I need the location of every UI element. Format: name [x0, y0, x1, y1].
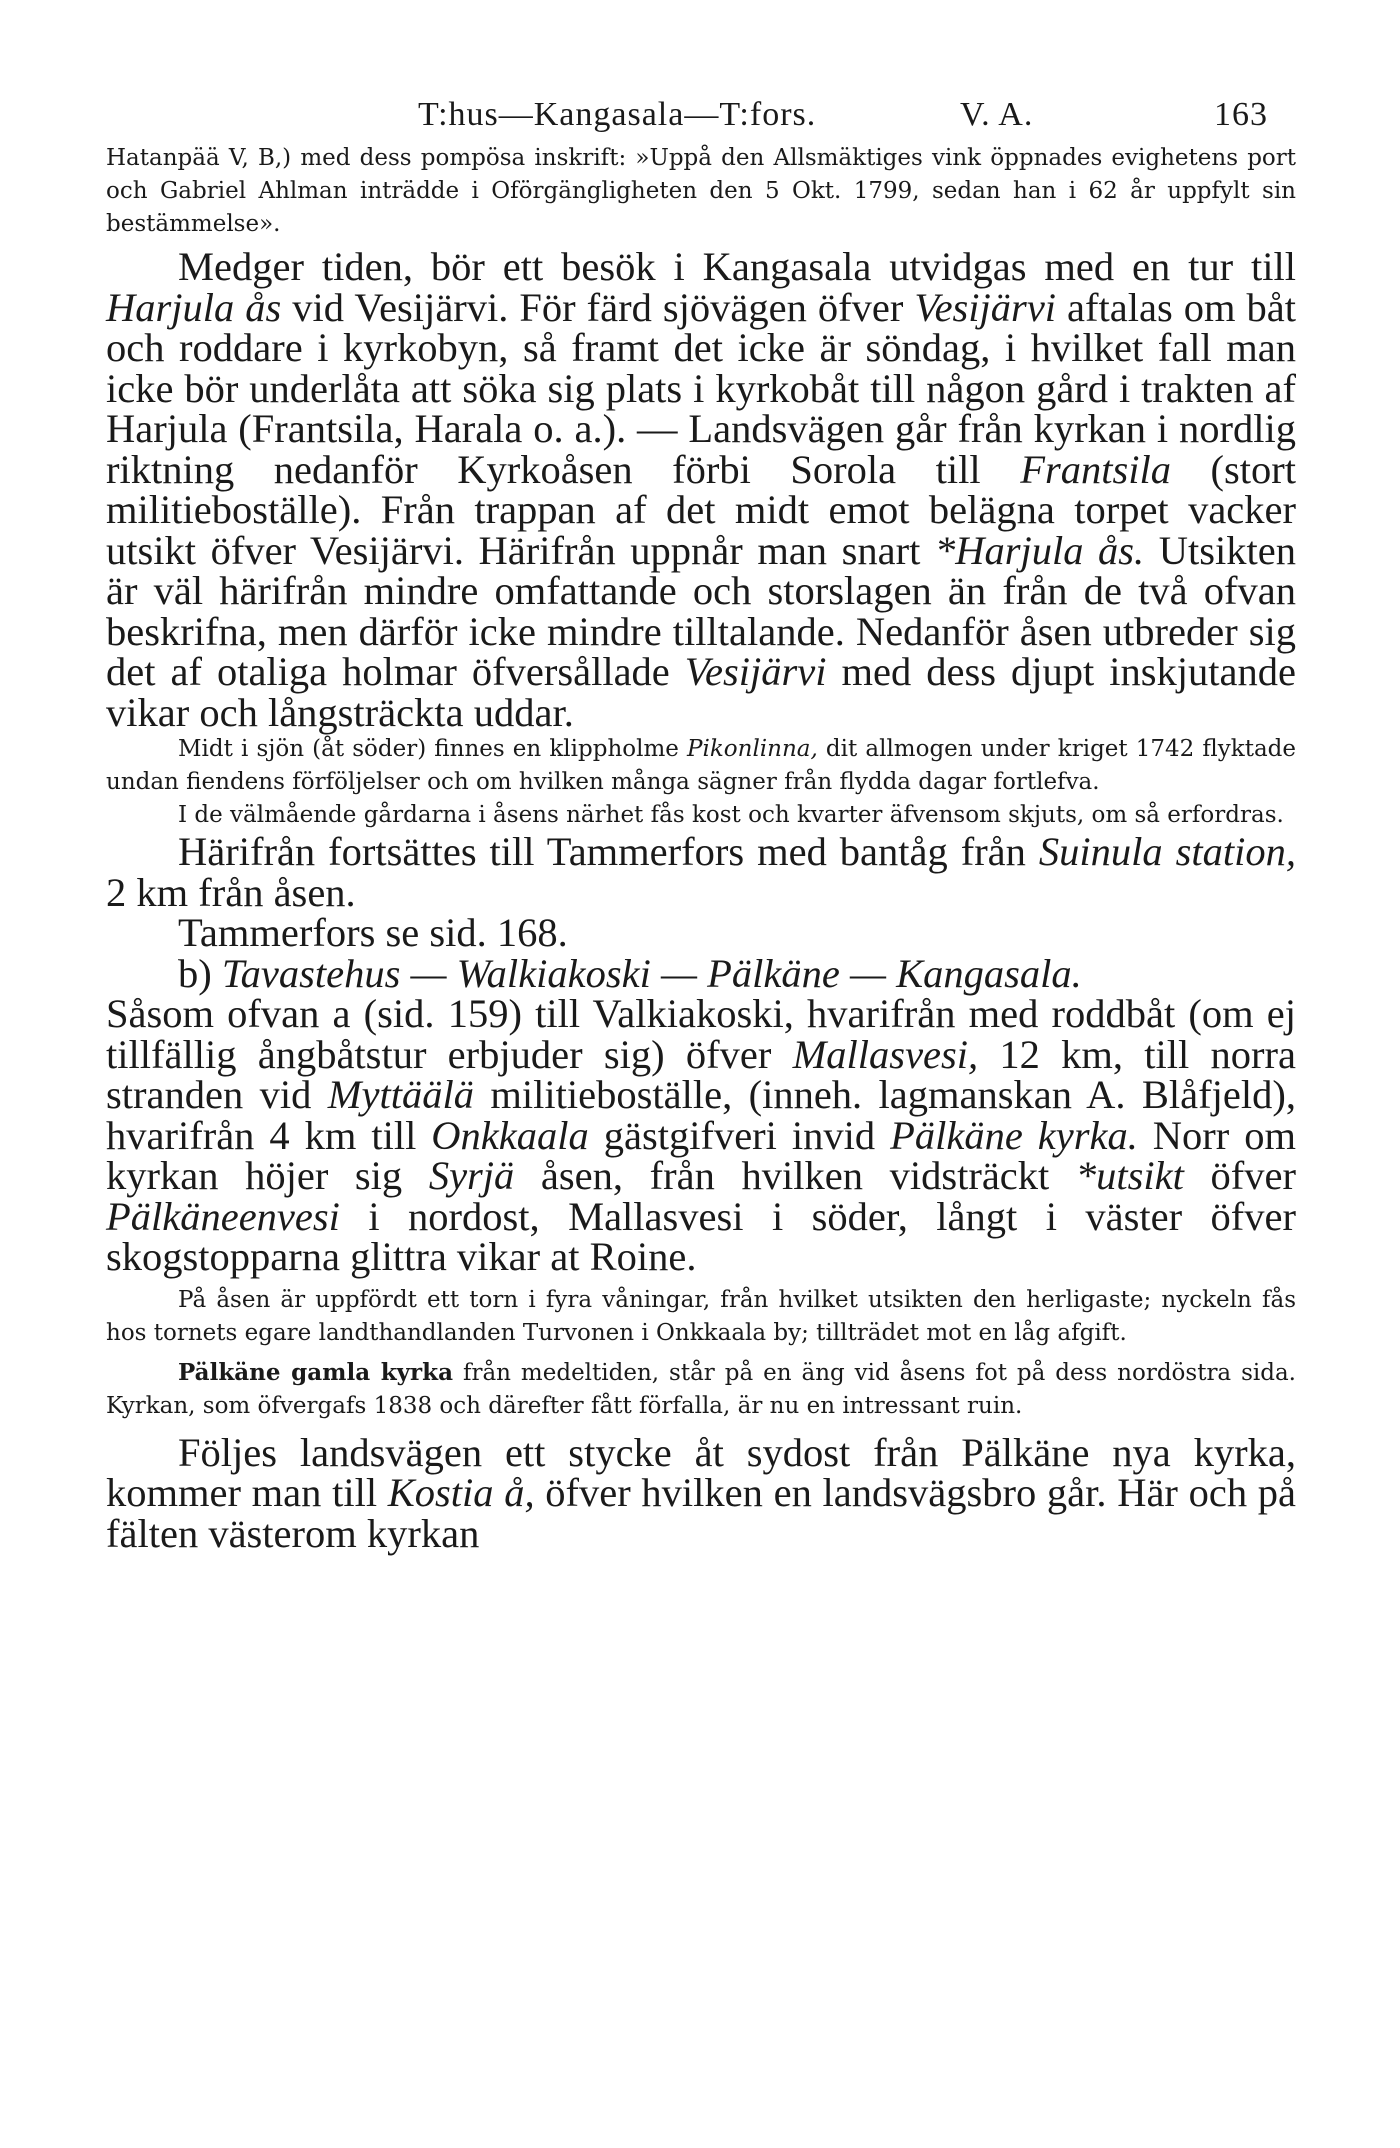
paragraph-harjula: Medger tiden, bör ett besök i Kangasala utvidgas med en tur till Harjula ås vid Vesijärvi. För färd sjövägen öfver Vesijärvi aftalas om båt och roddare i kyrkobyn, så framt det icke är söndag, i hvilket fall man icke bör underlåta att söka sig plats i kyrkobåt till någon gård i trakten af Harjula (Frantsila, Harala o. a.). — Landsvägen går från kyrkan i nordlig riktning nedanför Kyrkoåsen förbi Sorola till Frantsila (stort militieboställe). Från trappan af det midt emot belägna torpet vacker utsikt öfver Vesijärvi. Härifrån uppnår man snart *Harjula ås. Utsikten är väl härifrån mindre omfattande och storslagen än från de två ofvan beskrifna, men därför icke mindre tilltalande. Nedanför åsen utbreder sig det af otaliga holmar öfversållade Vesijärvi med dess djupt inskjutande vikar och långsträckta uddar. — [106, 244, 1297, 735]
note-hatanpaa: Hatanpää V, B,) med dess pompösa inskrift: »Uppå den Allsmäktiges vink öppnades evighetens port och Gabriel Ahlman inträdde i Oförgängligheten den 5 Okt. 1799, sedan han i 62 år uppfylt sin bestämmelse». — [106, 145, 1296, 237]
place-harjula-star: *Harjula ås. — [934, 527, 1145, 573]
place-frantsila: Frantsila — [1020, 446, 1171, 492]
paragraph-tammerfors-ref: Tammerfors se sid. 168. — [178, 910, 568, 955]
note-torn: På åsen är uppfördt ett torn i fyra våningar, från hvilket utsikten den herligaste; nyckeln fås hos tornets egare landthandlanden Turvonen i Onkkaala by; tillträdet mot en låg afgift. — [106, 1286, 1296, 1346]
note-gamla-kyrka: Pälkäne gamla kyrka från medeltiden, står på en äng vid åsens fot på dess nordöstra sida. Kyrkan, som öfvergafs 1838 och därefter fått förfalla, är nu en intressant ruin. — [106, 1358, 1296, 1419]
place-suinula: Suinula station, — [1038, 829, 1296, 874]
paragraph-tammerfors-train: Härifrån fortsättes till Tammerfors med bantåg från Suinula station, 2 km från åsen. — [106, 829, 1296, 915]
place-palkaneenvesi: Pälkäneenvesi — [106, 1193, 340, 1239]
place-kostia: Kostia å, — [387, 1470, 535, 1515]
running-head-route: V. A. — [960, 96, 1034, 133]
note-kost: I de välmående gårdarna i åsens närhet fås kost och kvarter äfvensom skjuts, om så erfordras. — [178, 802, 1284, 828]
running-head — [106, 82, 1296, 142]
note-pikonlinna: Midt i sjön (åt söder) finnes en klippholme Pikonlinna, dit allmogen under kriget 1742 flyktade undan fiendens förföljelser och om hvilken många sägner från flydda dagar fortlefva. — [106, 736, 1296, 795]
running-head-title: T:hus—Kangasala—T:fors. — [418, 96, 817, 133]
place-palkane-kyrka: Pälkäne kyrka. — [890, 1112, 1138, 1158]
route-b-heading: b) Tavastehus — Walkiakoski — Pälkäne — Kangasala. — [178, 950, 1082, 996]
place-mallasvesi: Mallasvesi, — [792, 1031, 979, 1077]
place-vesijarvi-2: Vesijärvi — [684, 649, 827, 694]
place-pikonlinna: Pikonlinna, — [687, 736, 818, 762]
book-page — [106, 82, 1296, 1554]
paragraph-route-b: Såsom ofvan a (sid. 159) till Valkiakoski, hvarifrån med roddbåt (om ej tillfällig ångbåtstur erbjuder sig) öfver Mallasvesi, 12 km, till norra stranden vid Myttäälä militieboställe, (inneh. lagmanskan A. Blåfjeld), hvarifrån 4 km till Onkkaala gästgifveri invid Pälkäne kyrka. Norr om kyrkan höjer sig Syrjä åsen, från hvilken vidsträckt *utsikt öfver Pälkäneenvesi i nordost, Mallasvesi i söder, långt i väster öfver skogstopparna glittra vikar at Roine. — [106, 991, 1296, 1279]
utsikt-label: *utsikt — [1075, 1153, 1184, 1198]
page-number: 163 — [1214, 96, 1268, 133]
place-syrja: Syrjä — [428, 1153, 515, 1198]
route-b-title: Tavastehus — Walkiakoski — Pälkäne — Kangasala. — [221, 950, 1082, 996]
place-onkkaala: Onkkaala — [431, 1112, 589, 1158]
paragraph-kostia: Följes landsvägen ett stycke åt sydost från Pälkäne nya kyrka, kommer man till Kostia å, öfver hvilken en landsvägsbro går. Här och på fälten västerom kyrkan — [106, 1429, 1296, 1556]
place-vesijarvi: Vesijärvi — [914, 284, 1057, 330]
gamla-kyrka-label: Pälkäne gamla kyrka — [178, 1358, 454, 1386]
place-harjula: Harjula ås — [106, 284, 282, 330]
place-myttaala: Myttäälä — [327, 1072, 474, 1117]
